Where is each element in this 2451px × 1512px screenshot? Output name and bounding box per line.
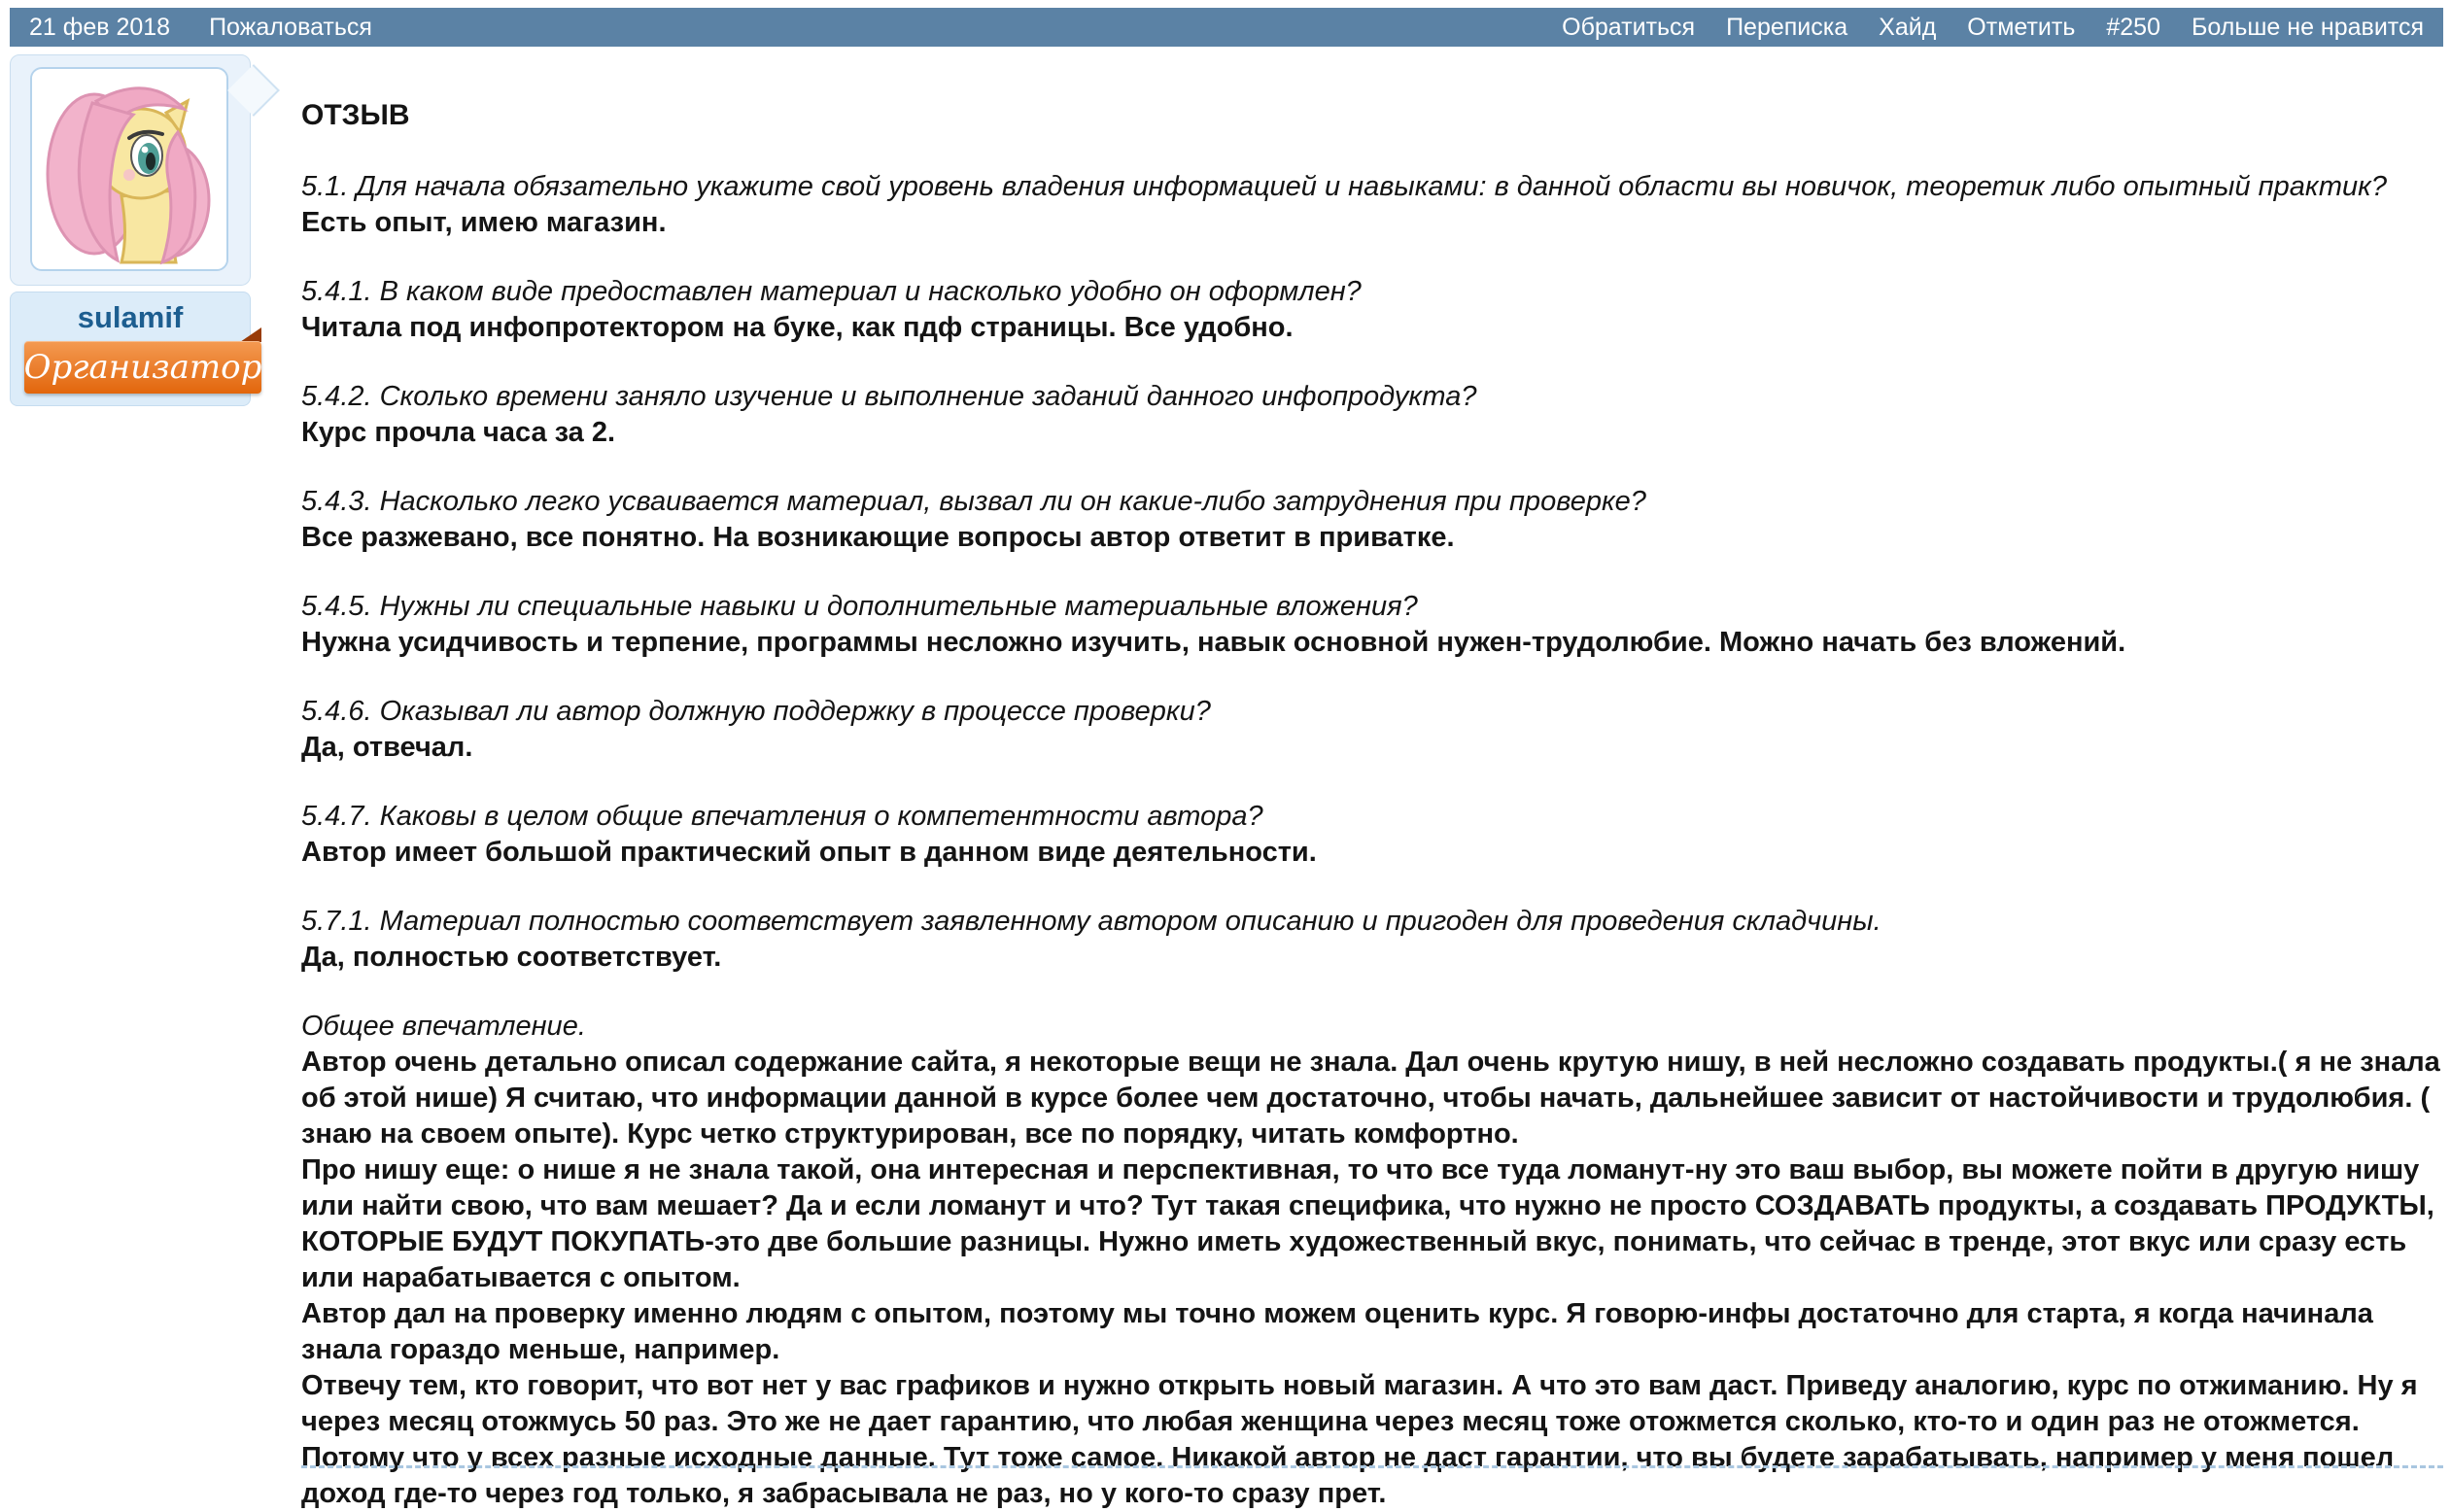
impression-paragraph: Автор дал на проверку именно людям с опытом, поэтому мы точно можем оценить курс. Я говорю-инфы достаточно для старта, я когда начинала знала гораздо меньше, например. [301,1298,2373,1365]
signature-separator [301,1465,2443,1468]
header-right-group [1562,14,2424,42]
user-info-card [10,54,251,286]
username-link[interactable]: sulamif [77,300,184,334]
answer-text: Автор имеет большой практический опыт в данном виде деятельности. [301,837,1317,868]
answer-text: Да, отвечал. [301,732,473,763]
organizer-badge [24,341,261,394]
answer-text: Курс прочла часа за 2. [301,417,616,448]
question-text: 5.7.1. Материал полностью соответствует заявленному автором описанию и пригоден для проведения складчины. [301,906,1881,937]
qa-block [301,589,2443,661]
report-link[interactable]: Пожаловаться [209,13,372,41]
qa-block [301,274,2443,346]
organizer-badge-label: Организатор [23,348,262,387]
question-text: 5.4.1. В каком виде предоставлен материал и насколько удобно он оформлен? [301,276,1362,307]
impression-label: Общее впечатление. [301,1011,586,1042]
question-text: 5.1. Для начала обязательно укажите свой уровень владения информацией и навыками: в данной области вы новичок, теоретик либо опытный практик? [301,171,2387,202]
qa-block [301,484,2443,556]
qa-block [301,799,2443,871]
qa-block [301,379,2443,451]
question-text: 5.4.3. Насколько легко усваивается материал, вызвал ли он какие-либо затруднения при проверке? [301,486,1646,517]
qa-block [301,694,2443,766]
pony-avatar-image [32,69,226,269]
impression-paragraph: Автор очень детально описал содержание сайта, я некоторые вещи не знала. Дал очень крутую нишу, в ней несложно создавать продукты.( я не знала об этой нише) Я считаю, что информации данной в курсе более чем достаточно, чтобы начать, дальнейшее зависит от настойчивости и трудолюбия. ( знаю на своем опыте). Курс четко структурирован, все по порядку, читать комфортно. [301,1047,2440,1150]
dislike-link[interactable]: Больше не нравится [2191,13,2424,41]
answer-text: Да, полностью соответствует. [301,942,722,973]
post-number-link[interactable]: #250 [2106,13,2160,41]
question-text: 5.4.6. Оказывал ли автор должную поддержку в процессе проверки? [301,696,1211,727]
qa-block [301,169,2443,241]
conversation-link[interactable]: Переписка [1726,13,1848,41]
question-text: 5.4.7. Каковы в целом общие впечатления о компетентности автора? [301,801,1263,832]
post-date-link[interactable]: 21 фев 2018 [29,13,171,41]
contact-author-link[interactable]: Обратиться [1562,13,1696,41]
review-title: ОТЗЫВ [301,99,410,131]
impression-paragraph: Про нишу еще: о нише я не знала такой, она интересная и перспективная, то что все туда ломанут-ну это ваш выбор, вы можете пойти в другую нишу или найти свою, что вам мешает? Да и если ломанут и что? Тут такая специфика, что нужно не просто СОЗДАВАТЬ продукты, а создавать ПРОДУКТЫ, КОТОРЫЕ БУДУТ ПОКУПАТЬ-это две большие разницы. Нужно иметь художественный вкус, понимать, что сейчас в тренде, этот вкус или сразу есть или нарабатывается с опытом. [301,1154,2434,1293]
question-text: 5.4.2. Сколько времени заняло изучение и выполнение заданий данного инфопродукта? [301,381,1477,412]
header-left-group [29,14,372,42]
message-header-bar [10,8,2443,47]
impression-section [301,1009,2443,1512]
answer-text: Читала под инфопротектором на буке, как пдф страницы. Все удобно. [301,312,1294,343]
message-body [301,97,2443,1512]
mark-link[interactable]: Отметить [1967,13,2076,41]
user-avatar[interactable] [30,67,228,271]
user-identity-card [10,292,262,406]
answer-text: Нужна усидчивость и терпение, программы несложно изучить, навык основной нужен-трудолюбие. Можно начать без вложений. [301,627,2126,658]
question-text: 5.4.5. Нужны ли специальные навыки и дополнительные материальные вложения? [301,591,1418,622]
qa-block [301,904,2443,976]
answer-text: Есть опыт, имею магазин. [301,207,667,238]
answer-text: Все разжевано, все понятно. На возникающие вопросы автор ответит в приватке. [301,522,1455,553]
impression-paragraph: Отвечу тем, кто говорит, что вот нет у вас графиков и нужно открыть новый магазин. А что это вам даст. Приведу аналогию, курс по отжиманию. Ну я через месяц отожмусь 50 раз. Это же не дает гарантию, что любая женщина через месяц тоже отожмется сколько, кто-то и один раз не отожмется. Потому что у всех разные исходные данные. Тут тоже самое. Никакой автор не даст гарантии, что вы будете зарабатывать, например у меня пошел доход где-то через год только, я забрасывала не раз, но у кого-то сразу прет. [301,1370,2418,1509]
hide-link[interactable]: Хайд [1879,13,1937,41]
